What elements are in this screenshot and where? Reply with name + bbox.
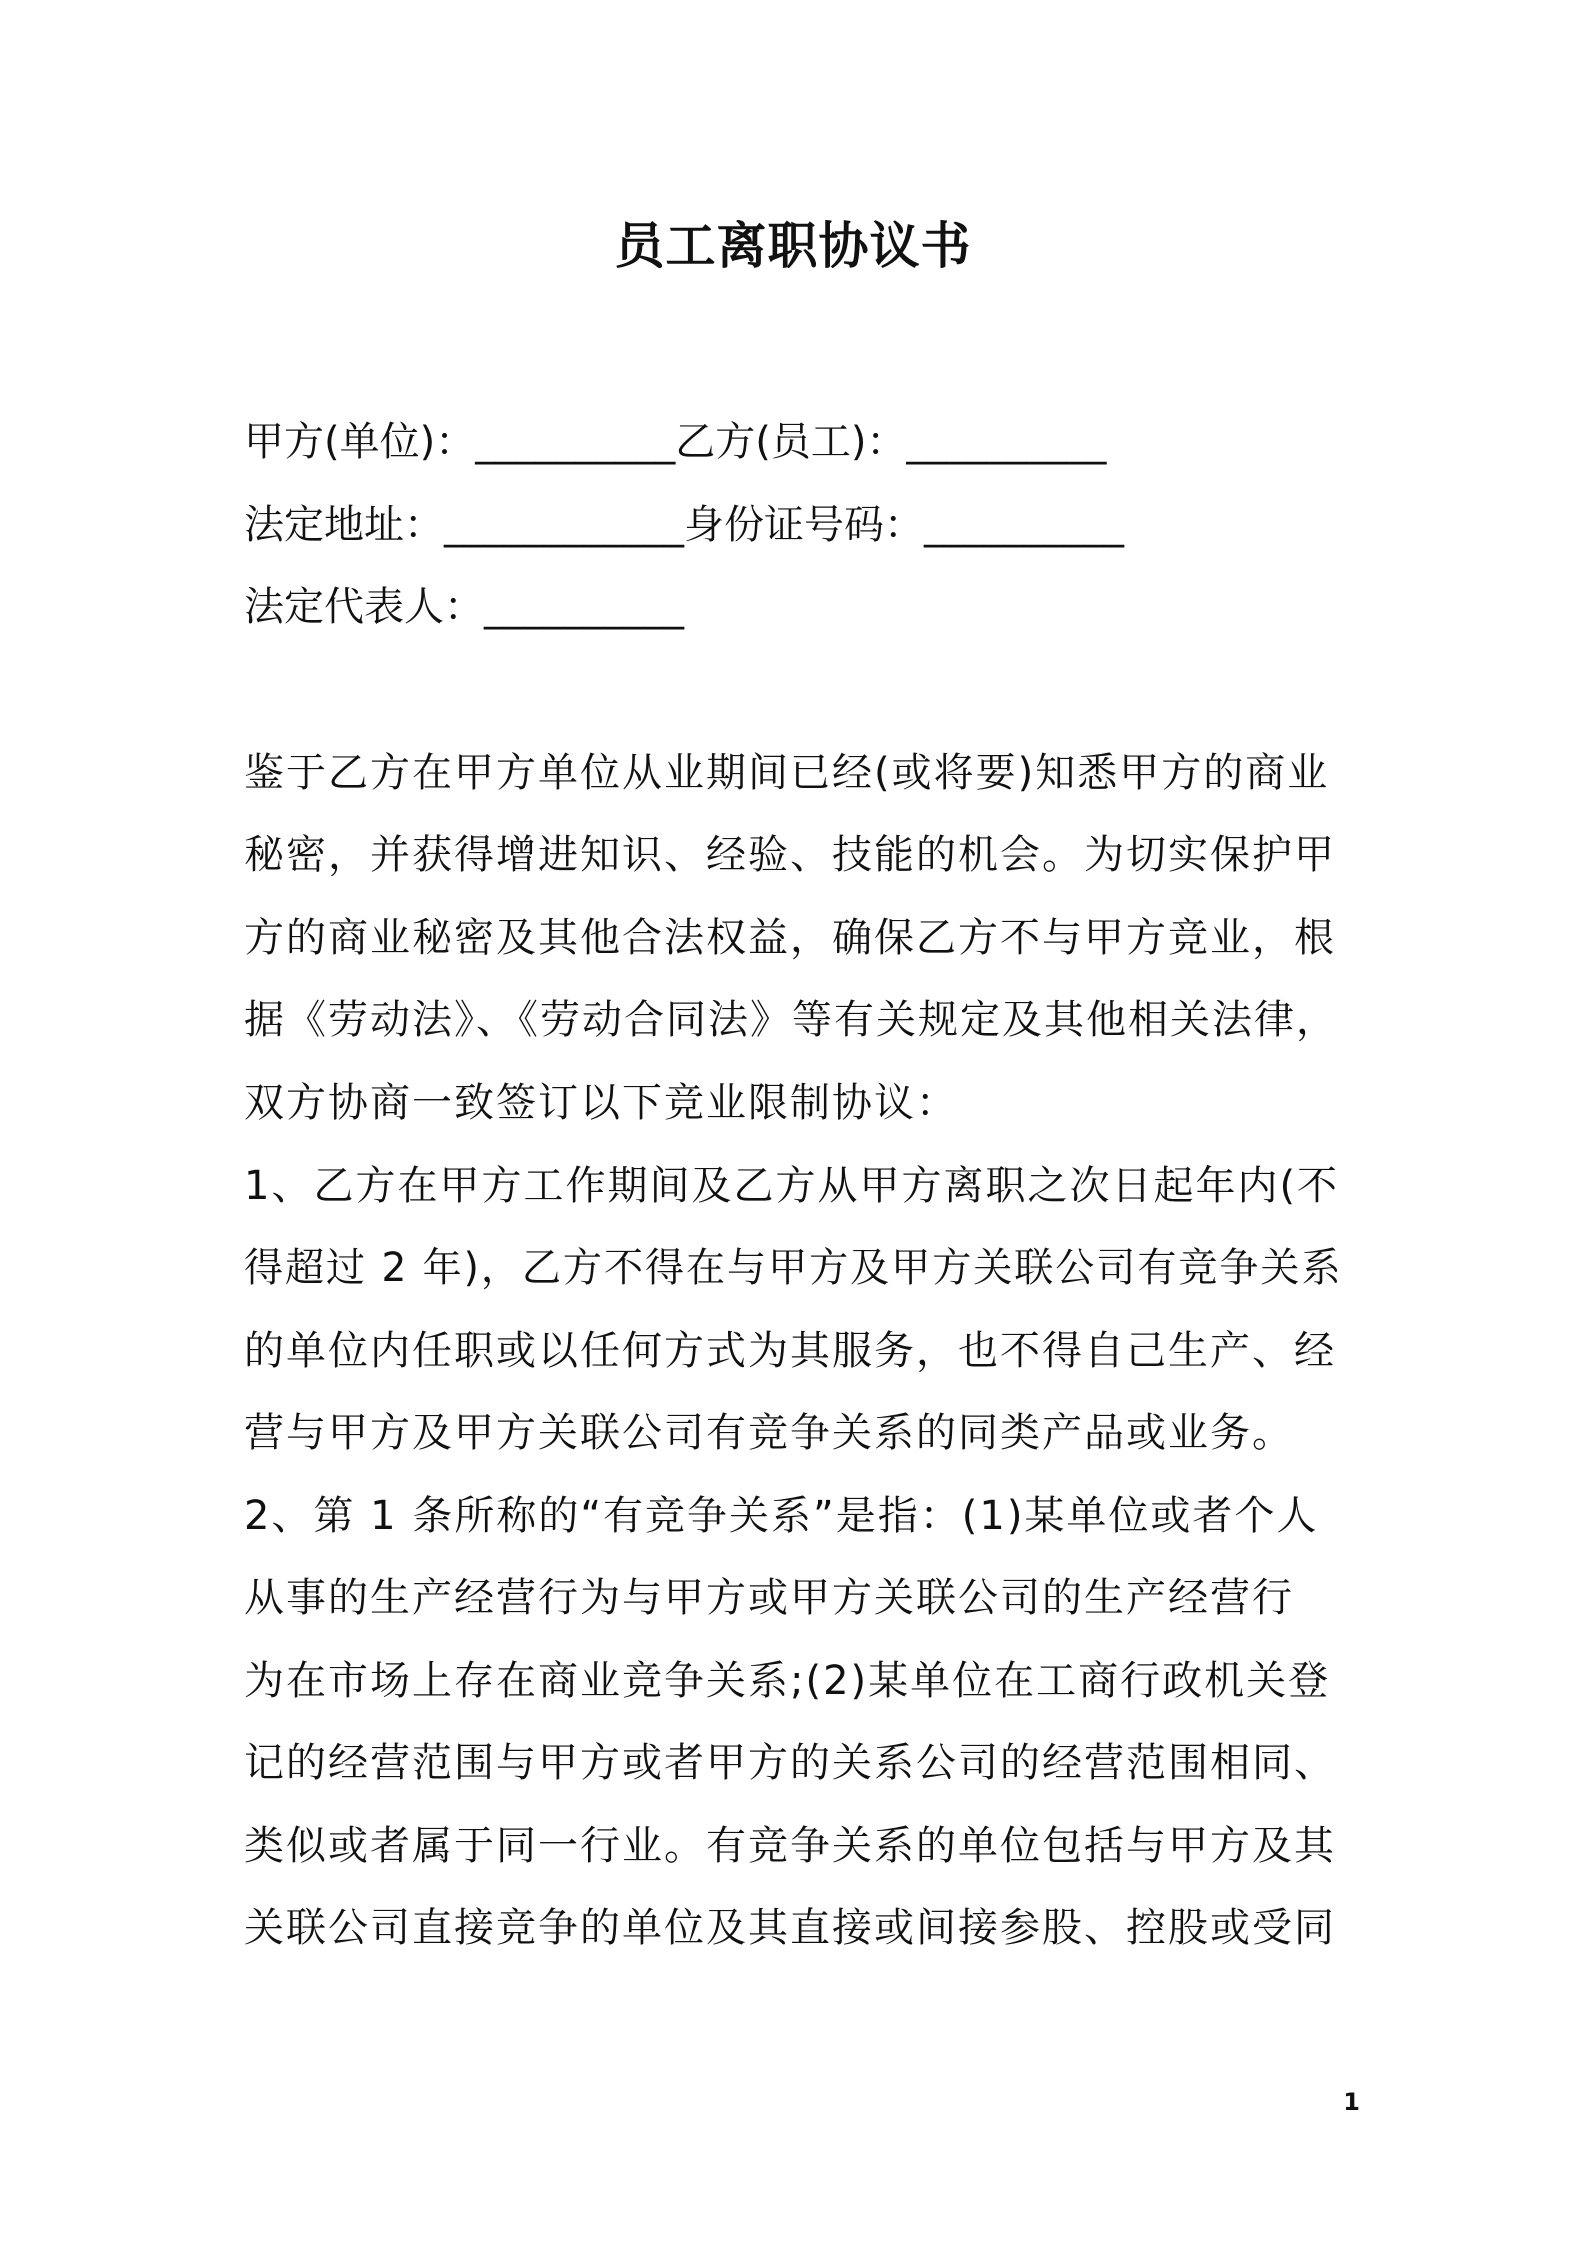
body-line: 秘密，并获得增进知识、经验、技能的机会。为切实保护甲 (244, 832, 1336, 878)
body-line: 从事的生产经营行为与甲方或甲方关联公司的生产经营行 (244, 1575, 1294, 1621)
body-line: 方的商业秘密及其他合法权益，确保乙方不与甲方竞业，根 (244, 915, 1336, 961)
body-line: 1、乙方在甲方工作期间及乙方从甲方离职之次日起年内(不 (244, 1163, 1340, 1209)
party-line-3: 法定代表人：__________ (244, 584, 684, 630)
body-line: 2、第 1 条所称的“有竞争关系”是指：(1)某单位或者个人 (244, 1493, 1319, 1539)
document-title: 员工离职协议书 (614, 217, 972, 275)
page-number: 1 (1343, 2088, 1360, 2116)
body-line: 类似或者属于同一行业。有竞争关系的单位包括与甲方及其 (244, 1823, 1336, 1869)
body-line: 鉴于乙方在甲方单位从业期间已经(或将要)知悉甲方的商业 (244, 750, 1330, 796)
body-line: 得超过 2 年)，乙方不得在与甲方及甲方关联公司有竞争关系 (244, 1245, 1343, 1291)
body-line: 据《劳动法》、《劳动合同法》等有关规定及其他相关法律， (244, 997, 1338, 1043)
body-line: 关联公司直接竞争的单位及其直接或间接参股、控股或受同 (244, 1905, 1336, 1951)
party-line-1: 甲方(单位)：__________乙方(员工)：__________ (244, 419, 1107, 465)
body-line: 为在市场上存在商业竞争关系;(2)某单位在工商行政机关登 (244, 1658, 1331, 1704)
body-line: 记的经营范围与甲方或者甲方的关系公司的经营范围相同、 (244, 1740, 1336, 1786)
body-line: 的单位内任职或以任何方式为其服务，也不得自己生产、经 (244, 1328, 1336, 1374)
party-line-2: 法定地址：____________身份证号码：__________ (244, 502, 1124, 548)
body-line: 双方协商一致签订以下竞业限制协议： (244, 1080, 958, 1126)
body-line: 营与甲方及甲方关联公司有竞争关系的同类产品或业务。 (244, 1410, 1294, 1456)
